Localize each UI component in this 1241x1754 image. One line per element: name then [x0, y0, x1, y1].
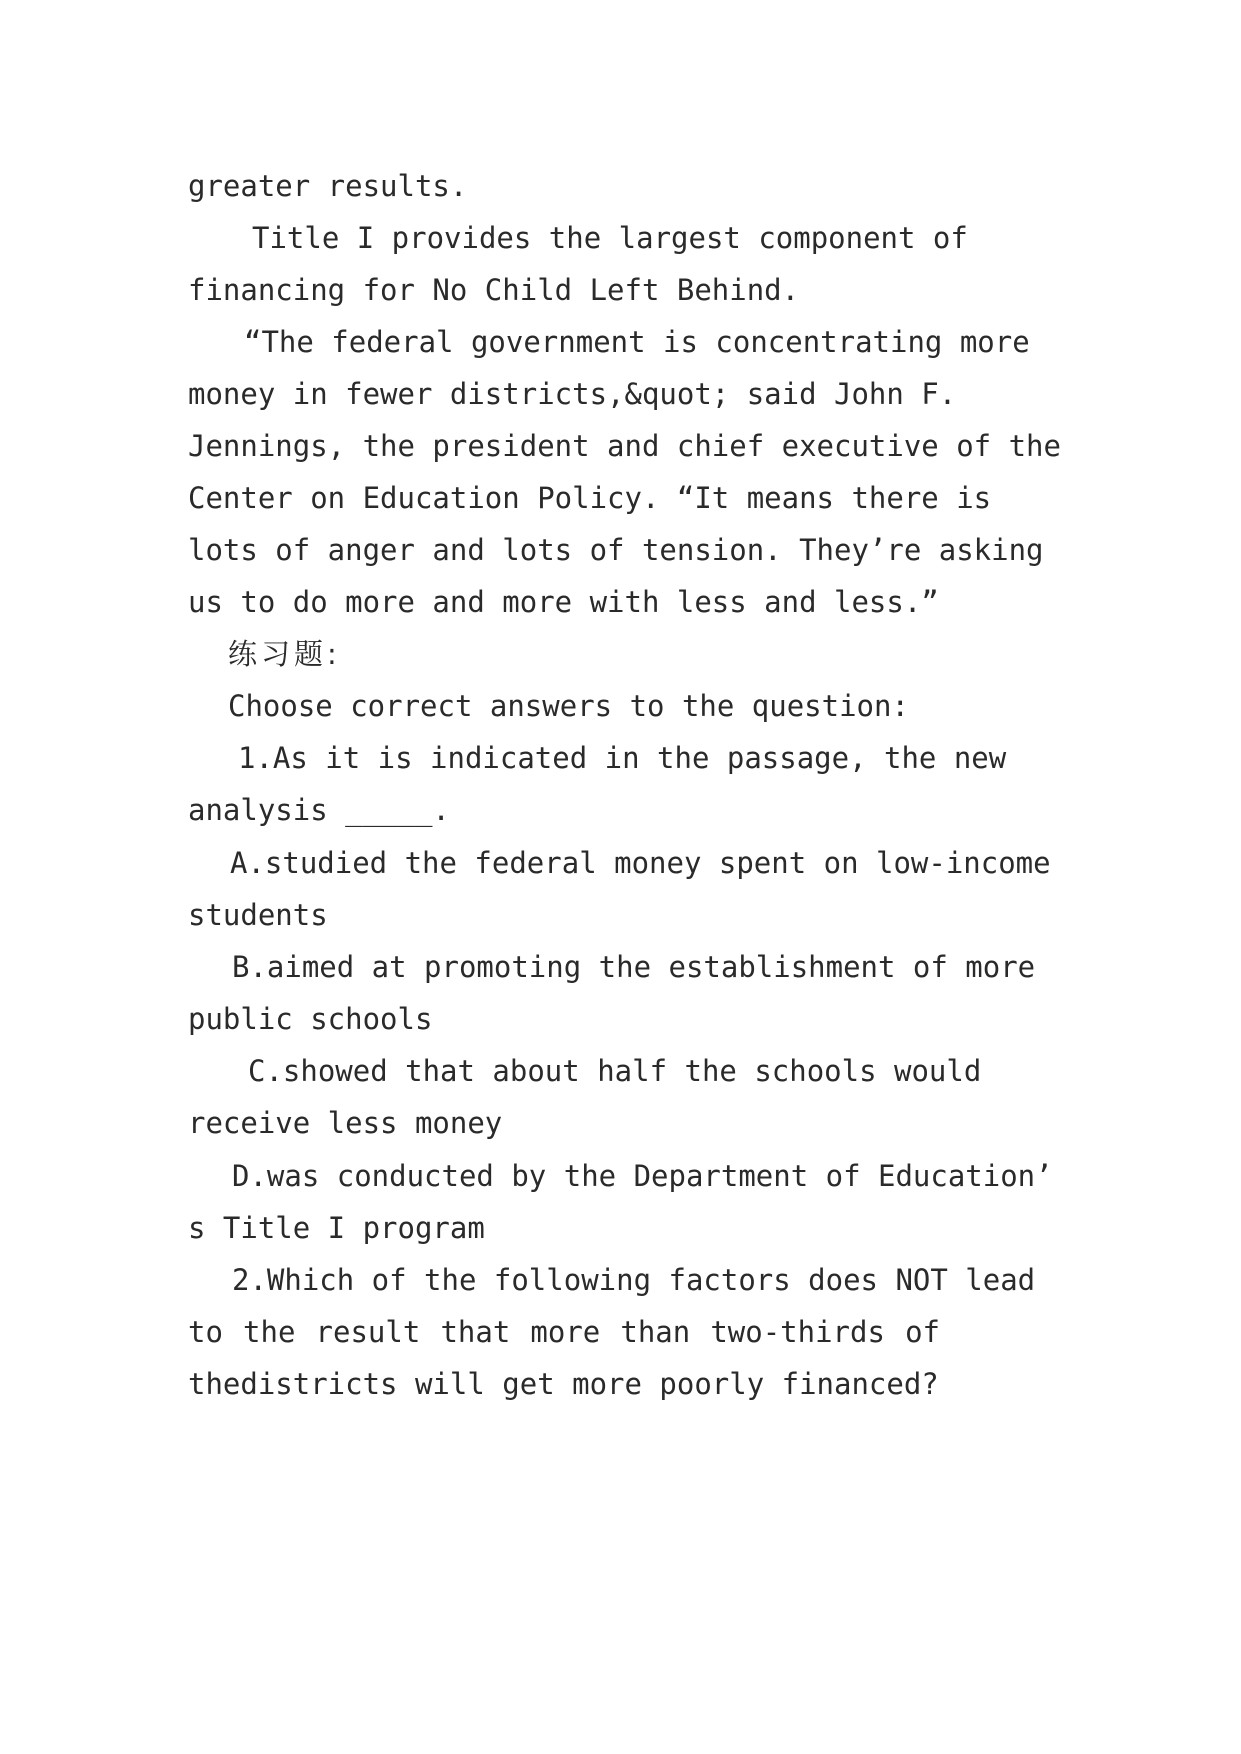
- text-line: greater results.: [188, 169, 468, 203]
- option-line: A.studied the federal money spent on low-income: [230, 846, 1051, 880]
- option-line: students: [188, 898, 328, 932]
- text-line: Center on Education Policy. “It means there is: [188, 481, 992, 515]
- option-line: D.was conducted by the Department of Education’: [232, 1159, 1053, 1193]
- text-line: “The federal government is concentrating more: [244, 325, 1030, 359]
- question-line: analysis _____.: [188, 793, 450, 827]
- exercise-heading: 练习题:: [228, 637, 341, 671]
- option-line: receive less money: [188, 1106, 503, 1140]
- question-line: 1.As it is indicated in the passage, the new: [238, 741, 1007, 775]
- text-line: money in fewer districts,&quot; said John F.: [188, 377, 957, 411]
- option-line: C.showed that about half the schools would: [248, 1054, 982, 1088]
- text-line: us to do more and more with less and less.”: [188, 585, 939, 619]
- question-line: to the result that more than two-thirds of: [188, 1315, 940, 1349]
- text-line: Jennings, the president and chief executive of the: [188, 429, 1061, 463]
- text-line: lots of anger and lots of tension. They’re asking: [188, 533, 1044, 567]
- option-line: public schools: [188, 1002, 433, 1036]
- instruction-line: Choose correct answers to the question:: [228, 689, 909, 723]
- text-line: Title I provides the largest component of: [252, 221, 968, 255]
- question-line: thedistricts will get more poorly financed?: [188, 1367, 939, 1401]
- text-line: financing for No Child Left Behind.: [188, 273, 800, 307]
- option-line: s Title I program: [188, 1211, 485, 1245]
- question-line: 2.Which of the following factors does NOT lead: [232, 1263, 1036, 1297]
- option-line: B.aimed at promoting the establishment of more: [232, 950, 1036, 984]
